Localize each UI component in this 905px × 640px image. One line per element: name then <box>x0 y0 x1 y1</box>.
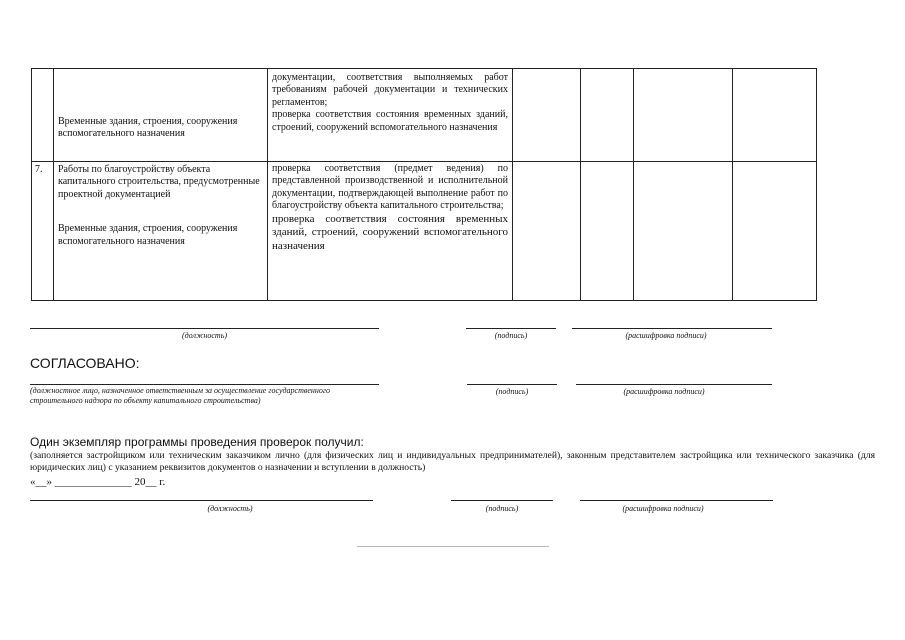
empty-cell <box>634 162 733 301</box>
signature-line <box>466 328 556 329</box>
inspection-table <box>31 68 817 301</box>
received-title: Один экземпляр программы проведения проверок получил: <box>30 435 364 449</box>
empty-cell <box>513 69 581 162</box>
empty-cell <box>733 162 817 301</box>
received-note: (заполняется застройщиком или техническим заказчиком лично (для физических лиц и индивидуальных предпринимателей), законным представителем застройщика или технического заказчика (для юридических лиц) с указанием реквизитов документов о назначении и вступлении в должность) <box>30 450 875 473</box>
work-name-text: Работы по благоустройству объекта капитального строительства, предусмотренные проектной документацией <box>58 164 260 200</box>
empty-cell <box>733 69 817 162</box>
row-number-cell <box>32 69 54 162</box>
date-line: «__» ______________ 20__ г. <box>30 476 166 488</box>
official-caption: (должностное лицо, назначенное ответственным за осуществление государственного строительного надзора по объекту капитального строительства) <box>30 386 330 405</box>
position-line <box>30 328 379 329</box>
row-number: 7. <box>35 164 43 175</box>
work-name-cell <box>54 162 268 301</box>
work-name-cell <box>54 69 268 162</box>
signature-caption: (подпись) <box>494 331 528 340</box>
empty-cell <box>634 69 733 162</box>
check-desc-text: проверка соответствия состояния временных зданий, строений, сооружений вспомогательного назначения <box>272 212 508 252</box>
decode-line <box>580 500 773 501</box>
row-number-cell <box>32 162 54 301</box>
signature-line <box>451 500 553 501</box>
agreed-title: СОГЛАСОВАНО: <box>30 355 140 371</box>
position-caption: (должность) <box>207 504 253 513</box>
signature-line <box>467 384 557 385</box>
decode-line <box>576 384 772 385</box>
empty-cell <box>513 162 581 301</box>
table-row <box>32 69 817 162</box>
position-caption: (должность) <box>181 331 228 340</box>
official-line <box>30 384 379 385</box>
work-name-text: Временные здания, строения, сооружения вспомогательного назначения <box>58 223 238 247</box>
position-line <box>30 500 373 501</box>
check-desc-text: документации, соответствия выполняемых работ требованиям рабочей документации и технических регламентов; <box>272 72 508 108</box>
check-desc-text: проверка соответствия состояния временных зданий, строений, сооружений вспомогательного назначения <box>272 109 508 133</box>
empty-cell <box>581 69 634 162</box>
footer-separator <box>357 546 549 547</box>
empty-cell <box>581 162 634 301</box>
signature-caption: (подпись) <box>485 504 519 513</box>
check-desc-cell <box>268 69 513 162</box>
check-desc-cell <box>268 162 513 301</box>
work-name-text: Временные здания, строения, сооружения вспомогательного назначения <box>58 116 238 140</box>
decode-line <box>572 328 772 329</box>
decode-caption: (расшифровка подписи) <box>622 504 704 513</box>
decode-caption: (расшифровка подписи) <box>623 387 705 396</box>
check-desc-text: проверка соответствия (предмет ведения) по представленной производственной и исполнительной документации, подтверждающей выполнение работ по благоустройству объекта капитального строительства; <box>272 163 508 212</box>
decode-caption: (расшифровка подписи) <box>625 331 707 340</box>
signature-caption: (подпись) <box>495 387 529 396</box>
table-row <box>32 162 817 301</box>
